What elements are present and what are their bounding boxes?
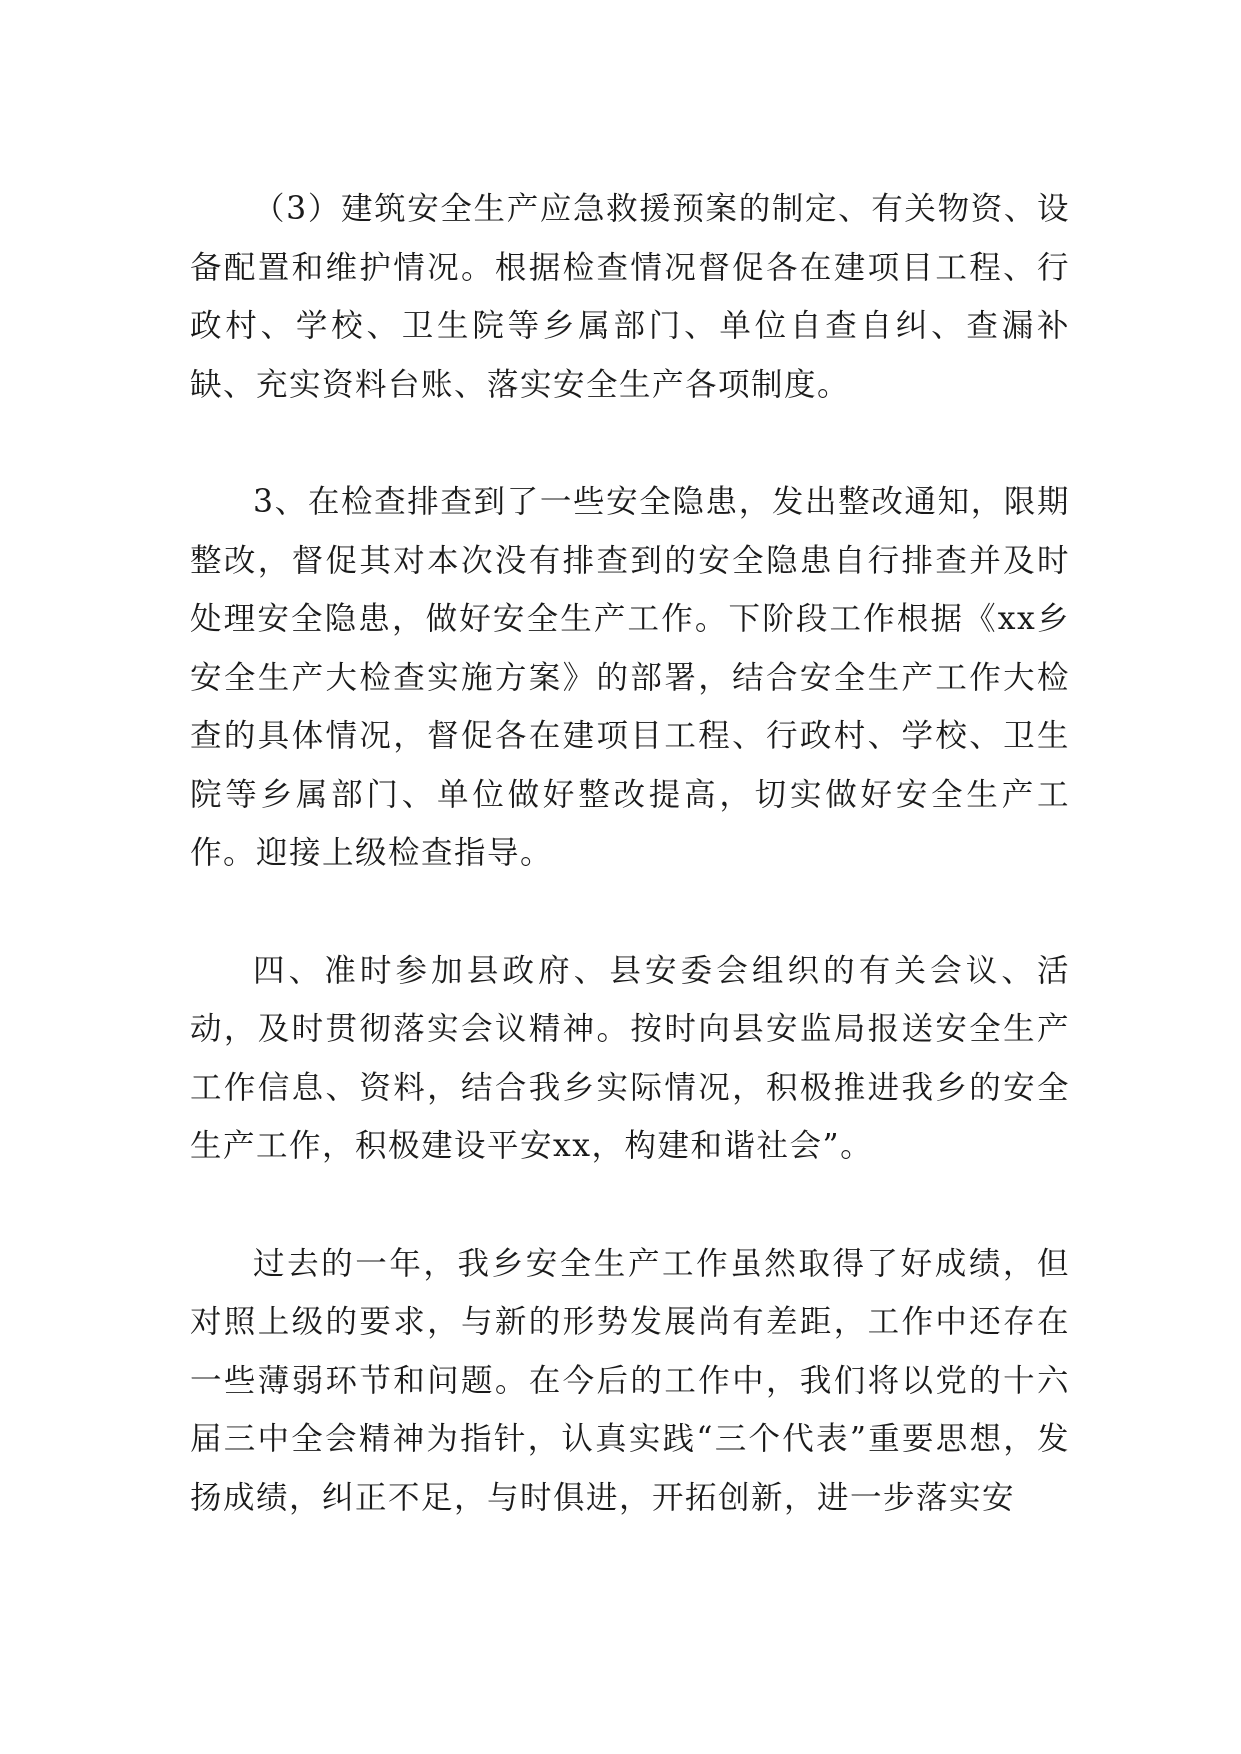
paragraph-spacer xyxy=(190,414,1070,473)
paragraph-emergency-plan: （3）建筑安全生产应急救援预案的制定、有关物资、设备配置和维护情况。根据检查情况督促各在建项目工程、行政村、学校、卫生院等乡属部门、单位自查自纠、查漏补缺、充实资料台账、落实安全生产各项制度。 xyxy=(190,191,1070,403)
paragraph-spacer xyxy=(190,883,1070,942)
paragraph-hazard-rectification: 3、在检查排查到了一些安全隐患，发出整改通知，限期整改，督促其对本次没有排查到的安全隐患自行排查并及时处理安全隐患，做好安全生产工作。下阶段工作根据《xx乡安全生产大检查实施方案》的部署，结合安全生产工作大检查的具体情况，督促各在建项目工程、行政村、学校、卫生院等乡属部门、单位做好整改提高，切实做好安全生产工作。迎接上级检查指导。 xyxy=(190,484,1070,871)
paragraph-meetings-reporting: 四、准时参加县政府、县安委会组织的有关会议、活动，及时贯彻落实会议精神。按时向县安监局报送安全生产工作信息、资料，结合我乡实际情况，积极推进我乡的安全生产工作，积极建设平安xx，构建和谐社会”。 xyxy=(190,952,1070,1164)
paragraph-spacer xyxy=(190,1176,1070,1235)
document-body xyxy=(190,180,1070,1527)
paragraph-year-summary: 过去的一年，我乡安全生产工作虽然取得了好成绩，但对照上级的要求，与新的形势发展尚有差距，工作中还存在一些薄弱环节和问题。在今后的工作中，我们将以党的十六届三中全会精神为指针，认真实践“三个代表”重要思想，发扬成绩，纠正不足，与时俱进，开拓创新，进一步落实安 xyxy=(190,1245,1070,1516)
